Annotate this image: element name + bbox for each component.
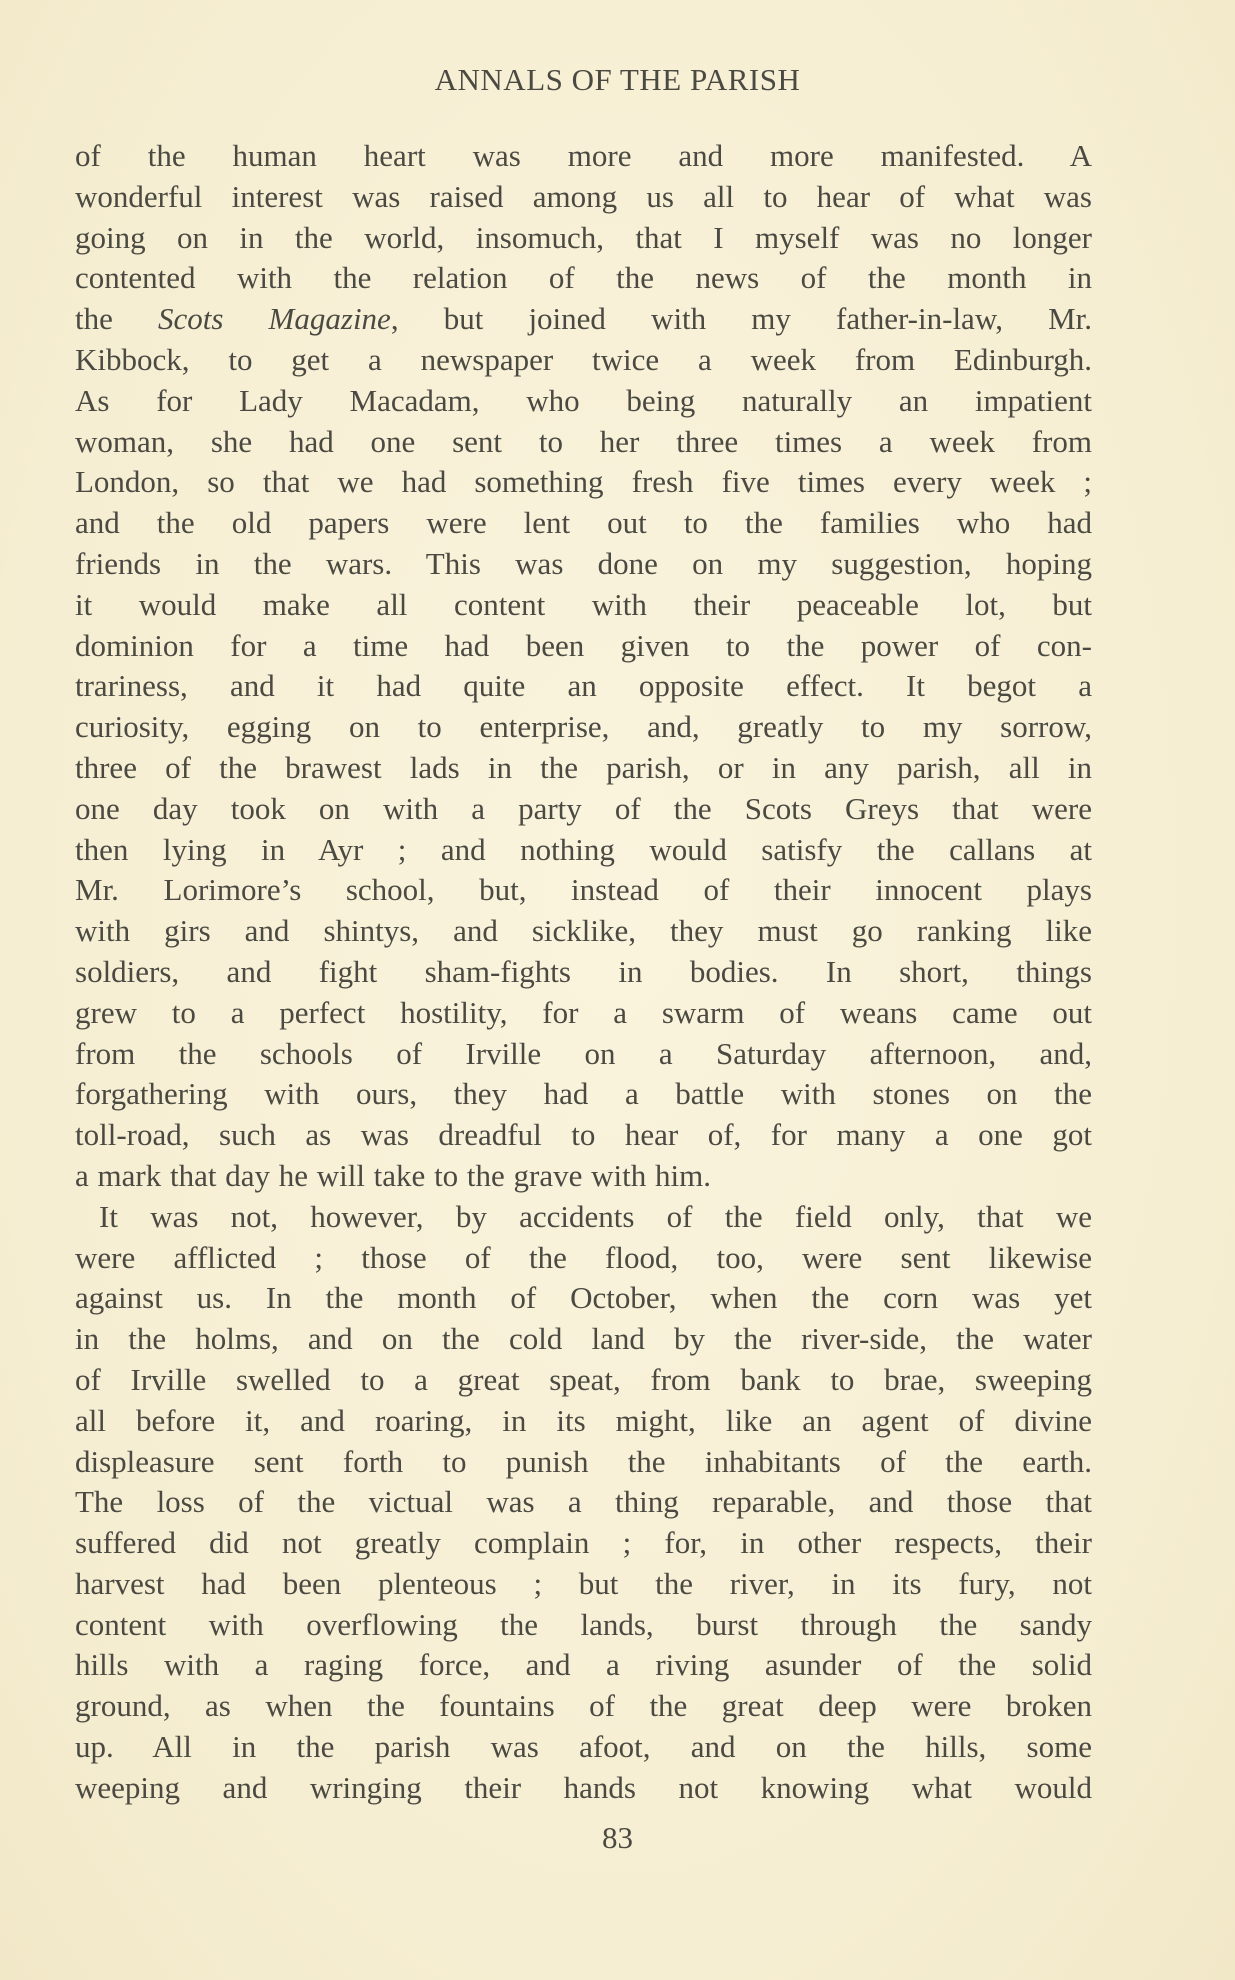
text-line: going on in the world, insomuch, that I myself was no longer bbox=[75, 219, 1092, 255]
text-line: of Irville swelled to a great speat, from bank to brae, sweeping bbox=[75, 1361, 1092, 1397]
text-line: suffered did not greatly complain ; for, in other respects, their bbox=[75, 1525, 1092, 1561]
text-line: displeasure sent forth to punish the inhabitants of the earth. bbox=[75, 1443, 1092, 1479]
text-line: contented with the relation of the news of the month in bbox=[75, 260, 1092, 296]
text-line: and the old papers were lent out to the families who had bbox=[75, 505, 1092, 541]
text-line: The loss of the victual was a thing reparable, and those that bbox=[75, 1484, 1092, 1520]
text-line: friends in the wars. This was done on my suggestion, hoping bbox=[75, 545, 1092, 581]
text-line: wonderful interest was raised among us all to hear of what was bbox=[75, 178, 1092, 214]
text-line: content with overflowing the lands, burst through the sandy bbox=[75, 1606, 1092, 1642]
text-line: a mark that day he will take to the grave with him. bbox=[75, 1157, 711, 1193]
text-line: London, so that we had something fresh five times every week ; bbox=[75, 464, 1092, 500]
text-line: were afflicted ; those of the flood, too, were sent likewise bbox=[75, 1239, 1092, 1275]
text-line: it would make all content with their peaceable lot, but bbox=[75, 586, 1092, 622]
text-segment: , but joined with my father-in-law, Mr. bbox=[390, 301, 1092, 337]
text-line: of the human heart was more and more manifested. A bbox=[75, 138, 1092, 173]
text-line: with girs and shintys, and sicklike, they must go ranking like bbox=[75, 913, 1092, 949]
running-head: ANNALS OF THE PARISH bbox=[434, 62, 801, 97]
text-line: forgathering with ours, they had a battle with stones on the bbox=[75, 1076, 1092, 1112]
text-line: toll-road, such as was dreadful to hear of, for many a one got bbox=[75, 1117, 1092, 1153]
page-number: 83 bbox=[602, 1820, 633, 1855]
text-line: up. All in the parish was afoot, and on the hills, some bbox=[75, 1729, 1092, 1765]
text-line: from the schools of Irville on a Saturday afternoon, and, bbox=[75, 1035, 1092, 1071]
text-line: As for Lady Macadam, who being naturally an impatient bbox=[75, 382, 1092, 418]
text-line: three of the brawest lads in the parish, or in any parish, all in bbox=[75, 749, 1092, 785]
italic-title: Scots Magazine bbox=[158, 301, 391, 337]
text-line: curiosity, egging on to enterprise, and, greatly to my sorrow, bbox=[75, 709, 1092, 745]
text-line bbox=[75, 299, 1092, 340]
text-line: Kibbock, to get a newspaper twice a week from Edinburgh. bbox=[75, 341, 1092, 377]
text-line: grew to a perfect hostility, for a swarm of weans came out bbox=[75, 994, 1092, 1030]
text-line: ground, as when the fountains of the great deep were broken bbox=[75, 1688, 1092, 1724]
text-line: against us. In the month of October, when the corn was yet bbox=[75, 1280, 1092, 1316]
text-line: all before it, and roaring, in its might, like an agent of divine bbox=[75, 1402, 1092, 1438]
text-line: woman, she had one sent to her three times a week from bbox=[75, 423, 1092, 459]
text-line: soldiers, and fight sham-fights in bodies. In short, things bbox=[75, 953, 1092, 989]
text-line: then lying in Ayr ; and nothing would satisfy the callans at bbox=[75, 831, 1092, 867]
text-line: in the holms, and on the cold land by the river-side, the water bbox=[75, 1321, 1092, 1357]
text-line: Mr. Lorimore’s school, but, instead of their innocent plays bbox=[75, 872, 1092, 908]
text-line: harvest had been plenteous ; but the river, in its fury, not bbox=[75, 1565, 1092, 1601]
text-line: one day took on with a party of the Scots Greys that were bbox=[75, 790, 1092, 826]
text-line: trariness, and it had quite an opposite effect. It begot a bbox=[75, 668, 1092, 704]
text-line: It was not, however, by accidents of the field only, that we bbox=[99, 1198, 1092, 1234]
text-line: dominion for a time had been given to the power of con- bbox=[75, 627, 1092, 663]
text-segment: the bbox=[75, 301, 158, 337]
body-text bbox=[75, 136, 1092, 1809]
text-line: weeping and wringing their hands not knowing what would bbox=[75, 1769, 1092, 1805]
text-line: hills with a raging force, and a riving asunder of the solid bbox=[75, 1647, 1092, 1683]
